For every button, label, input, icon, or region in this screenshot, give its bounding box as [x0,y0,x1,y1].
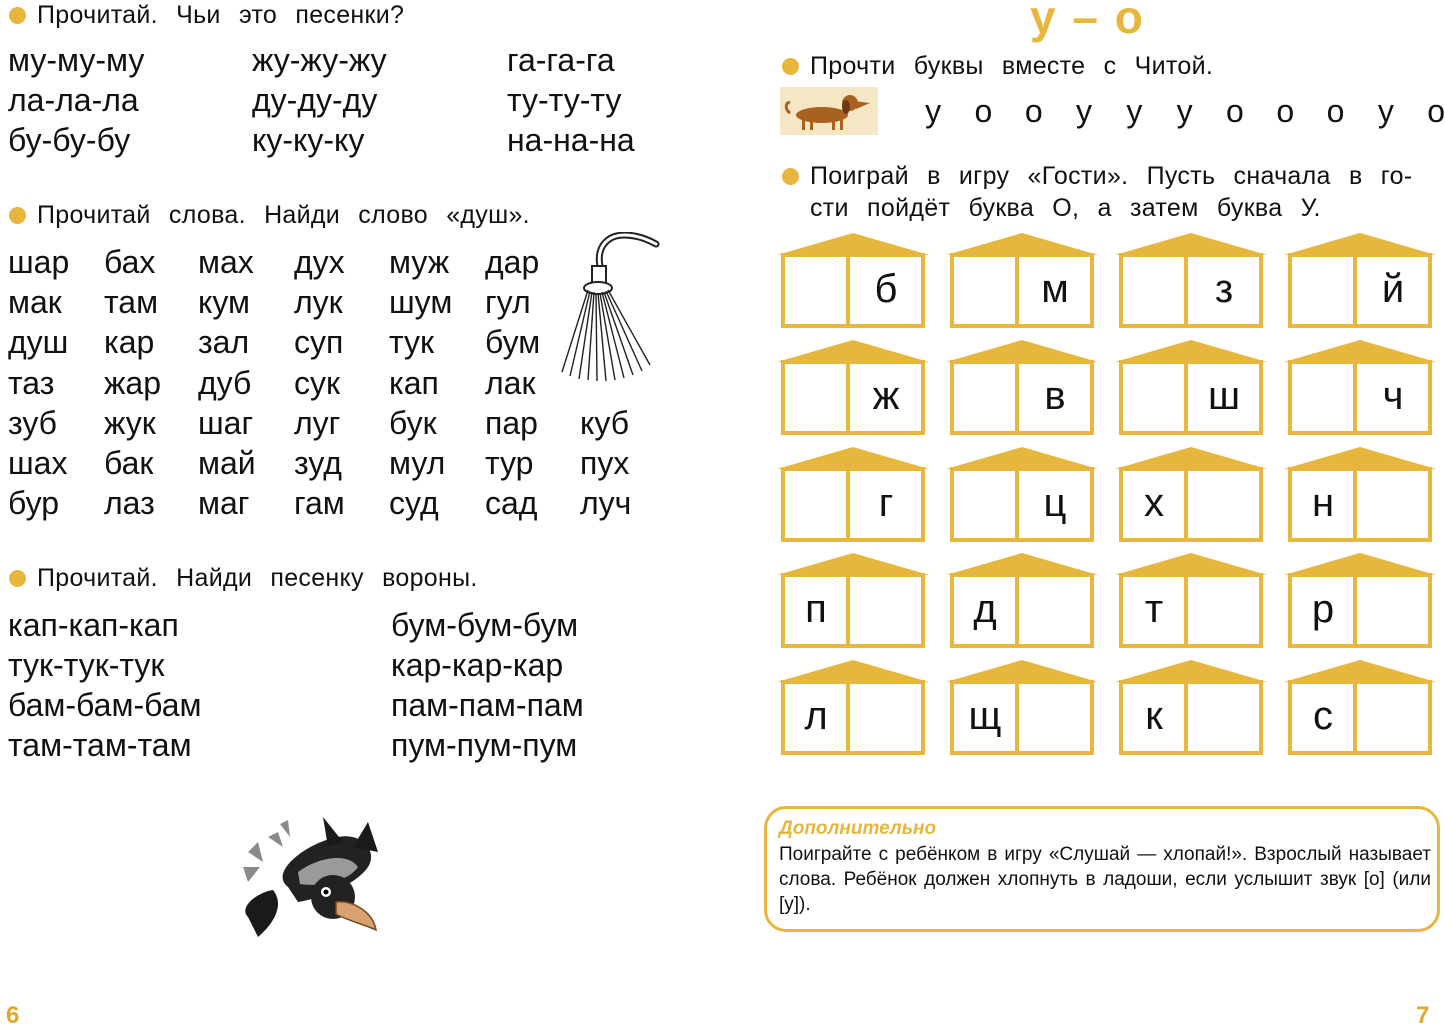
letter-item: о [974,93,993,129]
house-letter: н [1311,481,1335,525]
word-item: жук [104,405,156,441]
house-item [1284,233,1436,335]
house-letter: б [874,267,898,311]
bullet-dot-icon [9,207,26,224]
right-task1-instruction: Прочти буквы вместе с Читой. [810,52,1214,80]
house-item [1115,660,1267,762]
word-item: бум [485,324,541,360]
house-item [1284,340,1436,442]
house-divider [1353,360,1357,435]
letters-row [908,93,1445,130]
house-letter: ч [1382,374,1404,418]
task1-instruction: Прочитай. Чьи это песенки? [37,1,405,29]
house-letter: ш [1207,374,1241,418]
house-letter: ц [1043,481,1067,525]
word-item: гул [485,284,531,320]
song-item: там-там-там [8,727,192,763]
house-item [946,340,1098,442]
word-item: бук [389,405,437,441]
crow-icon [228,812,388,942]
extra-info-title: Дополнительно [779,818,937,839]
word-item: кум [198,284,250,320]
syllable-item: ту-ту-ту [507,82,622,118]
letter-item: о [1326,93,1345,129]
house-item [1115,340,1267,442]
syllable-item: на-на-на [507,122,635,158]
house-item [1115,233,1267,335]
word-item: душ [8,324,69,360]
word-item: лук [294,284,343,320]
word-item: там [104,284,159,320]
letter-item: у [1176,93,1193,129]
house-divider [1015,467,1019,542]
letter-item: о [1276,93,1295,129]
house-letter: г [878,481,894,525]
word-item: луг [294,405,341,441]
bullet-dot-icon [9,570,26,587]
word-item: луч [580,485,632,521]
dachshund-icon [780,87,878,135]
word-item: суп [294,324,344,360]
word-item: зал [198,324,250,360]
word-item: жар [104,365,161,401]
word-item: кап [389,365,439,401]
house-item [1284,553,1436,655]
syllable-item: бу-бу-бу [8,122,131,158]
syllable-item: ку-ку-ку [252,122,365,158]
house-letter: к [1145,694,1163,738]
word-item: лаз [104,485,155,521]
syllable-item: ла-ла-ла [8,82,139,118]
song-item: кап-кап-кап [8,607,179,643]
word-item: дуб [198,365,252,401]
house-divider [846,467,850,542]
word-item: суд [389,485,439,521]
house-item [777,553,929,655]
word-item: дар [485,244,540,280]
house-letter: д [973,587,997,631]
house-divider [1353,253,1357,328]
house-item [777,233,929,335]
house-item [1115,553,1267,655]
task2-instruction: Прочитай слова. Найди слово «душ». [37,201,530,229]
word-item: маг [198,485,250,521]
word-item: шах [8,445,68,481]
word-item: шаг [198,405,254,441]
house-letter: с [1313,694,1333,738]
house-letter: х [1144,481,1164,525]
syllable-item: га-га-га [507,42,615,78]
house-letter: в [1044,374,1066,418]
word-item: бах [104,244,156,280]
house-divider [846,360,850,435]
letter-item: о [1024,93,1043,129]
word-item: дух [294,244,345,280]
right-task2-instruction-line2: сти пойдёт буква О, а затем буква У. [810,194,1321,222]
house-item [777,660,929,762]
house-letter: м [1041,267,1069,311]
page-number-right: 7 [1416,1002,1430,1029]
house-item [1284,447,1436,549]
word-item: пух [580,445,630,481]
house-divider [1184,253,1188,328]
house-letter: л [804,694,828,738]
bullet-dot-icon [782,168,799,185]
syllable-item: жу-жу-жу [252,42,387,78]
word-item: лак [485,365,536,401]
house-item [777,447,929,549]
bullet-dot-icon [782,58,799,75]
house-item [1115,447,1267,549]
house-divider [846,253,850,328]
letter-item: у [1377,93,1394,129]
word-item: кар [104,324,155,360]
house-letter: п [805,587,827,631]
word-item: сук [294,365,340,401]
right-task2-instruction-line1: Поиграй в игру «Гости». Пусть сначала в го- [810,162,1413,190]
word-item: бак [104,445,154,481]
word-item: шум [389,284,453,320]
song-item: тук-тук-тук [8,647,165,683]
word-item: таз [8,365,55,401]
song-item: бам-бам-бам [8,687,202,723]
page-title: у – о [1030,0,1145,43]
word-item: муж [389,244,450,280]
syllable-item: ду-ду-ду [252,82,378,118]
song-item: пам-пам-пам [391,687,584,723]
song-item: пум-пум-пум [391,727,578,763]
word-item: май [198,445,256,481]
house-item [946,233,1098,335]
bullet-dot-icon [9,7,26,24]
word-item: сад [485,485,538,521]
house-divider [1015,360,1019,435]
song-item: кар-кар-кар [391,647,564,683]
word-item: пар [485,405,538,441]
letter-item: у [925,93,942,129]
letter-item: о [1427,93,1445,129]
letter-item: у [1076,93,1093,129]
syllable-item: му-му-му [8,42,145,78]
house-divider [1015,253,1019,328]
word-item: тук [389,324,435,360]
word-item: мах [198,244,254,280]
house-letter: з [1214,267,1234,311]
task3-instruction: Прочитай. Найди песенку вороны. [37,564,478,592]
song-item: бум-бум-бум [391,607,579,643]
word-item: мак [8,284,62,320]
house-letter: ж [872,374,900,418]
word-item: куб [580,405,630,441]
house-item [946,447,1098,549]
page-number-left: 6 [6,1002,20,1029]
word-item: тур [485,445,534,481]
house-item [777,340,929,442]
word-item: зуб [8,405,57,441]
house-letter: щ [968,694,1002,738]
word-item: гам [294,485,345,521]
word-item: шар [8,244,70,280]
shower-head-icon [558,232,662,382]
letter-item: у [1126,93,1143,129]
house-item [1284,660,1436,762]
extra-info-text: Поиграйте с ребёнком в игру «Слушай — хлопай!». Взрослый называет слова. Ребёнок должен хлопнуть в ладоши, если услышит звук [о] (или [у]). [779,844,1431,915]
word-item: зуд [294,445,342,481]
house-item [946,660,1098,762]
house-divider [1184,360,1188,435]
house-letter: р [1311,587,1335,631]
house-letter: т [1144,587,1164,631]
word-item: мул [389,445,446,481]
house-letter: й [1381,267,1405,311]
word-item: бур [8,485,60,521]
house-item [946,553,1098,655]
letter-item: о [1226,93,1244,129]
